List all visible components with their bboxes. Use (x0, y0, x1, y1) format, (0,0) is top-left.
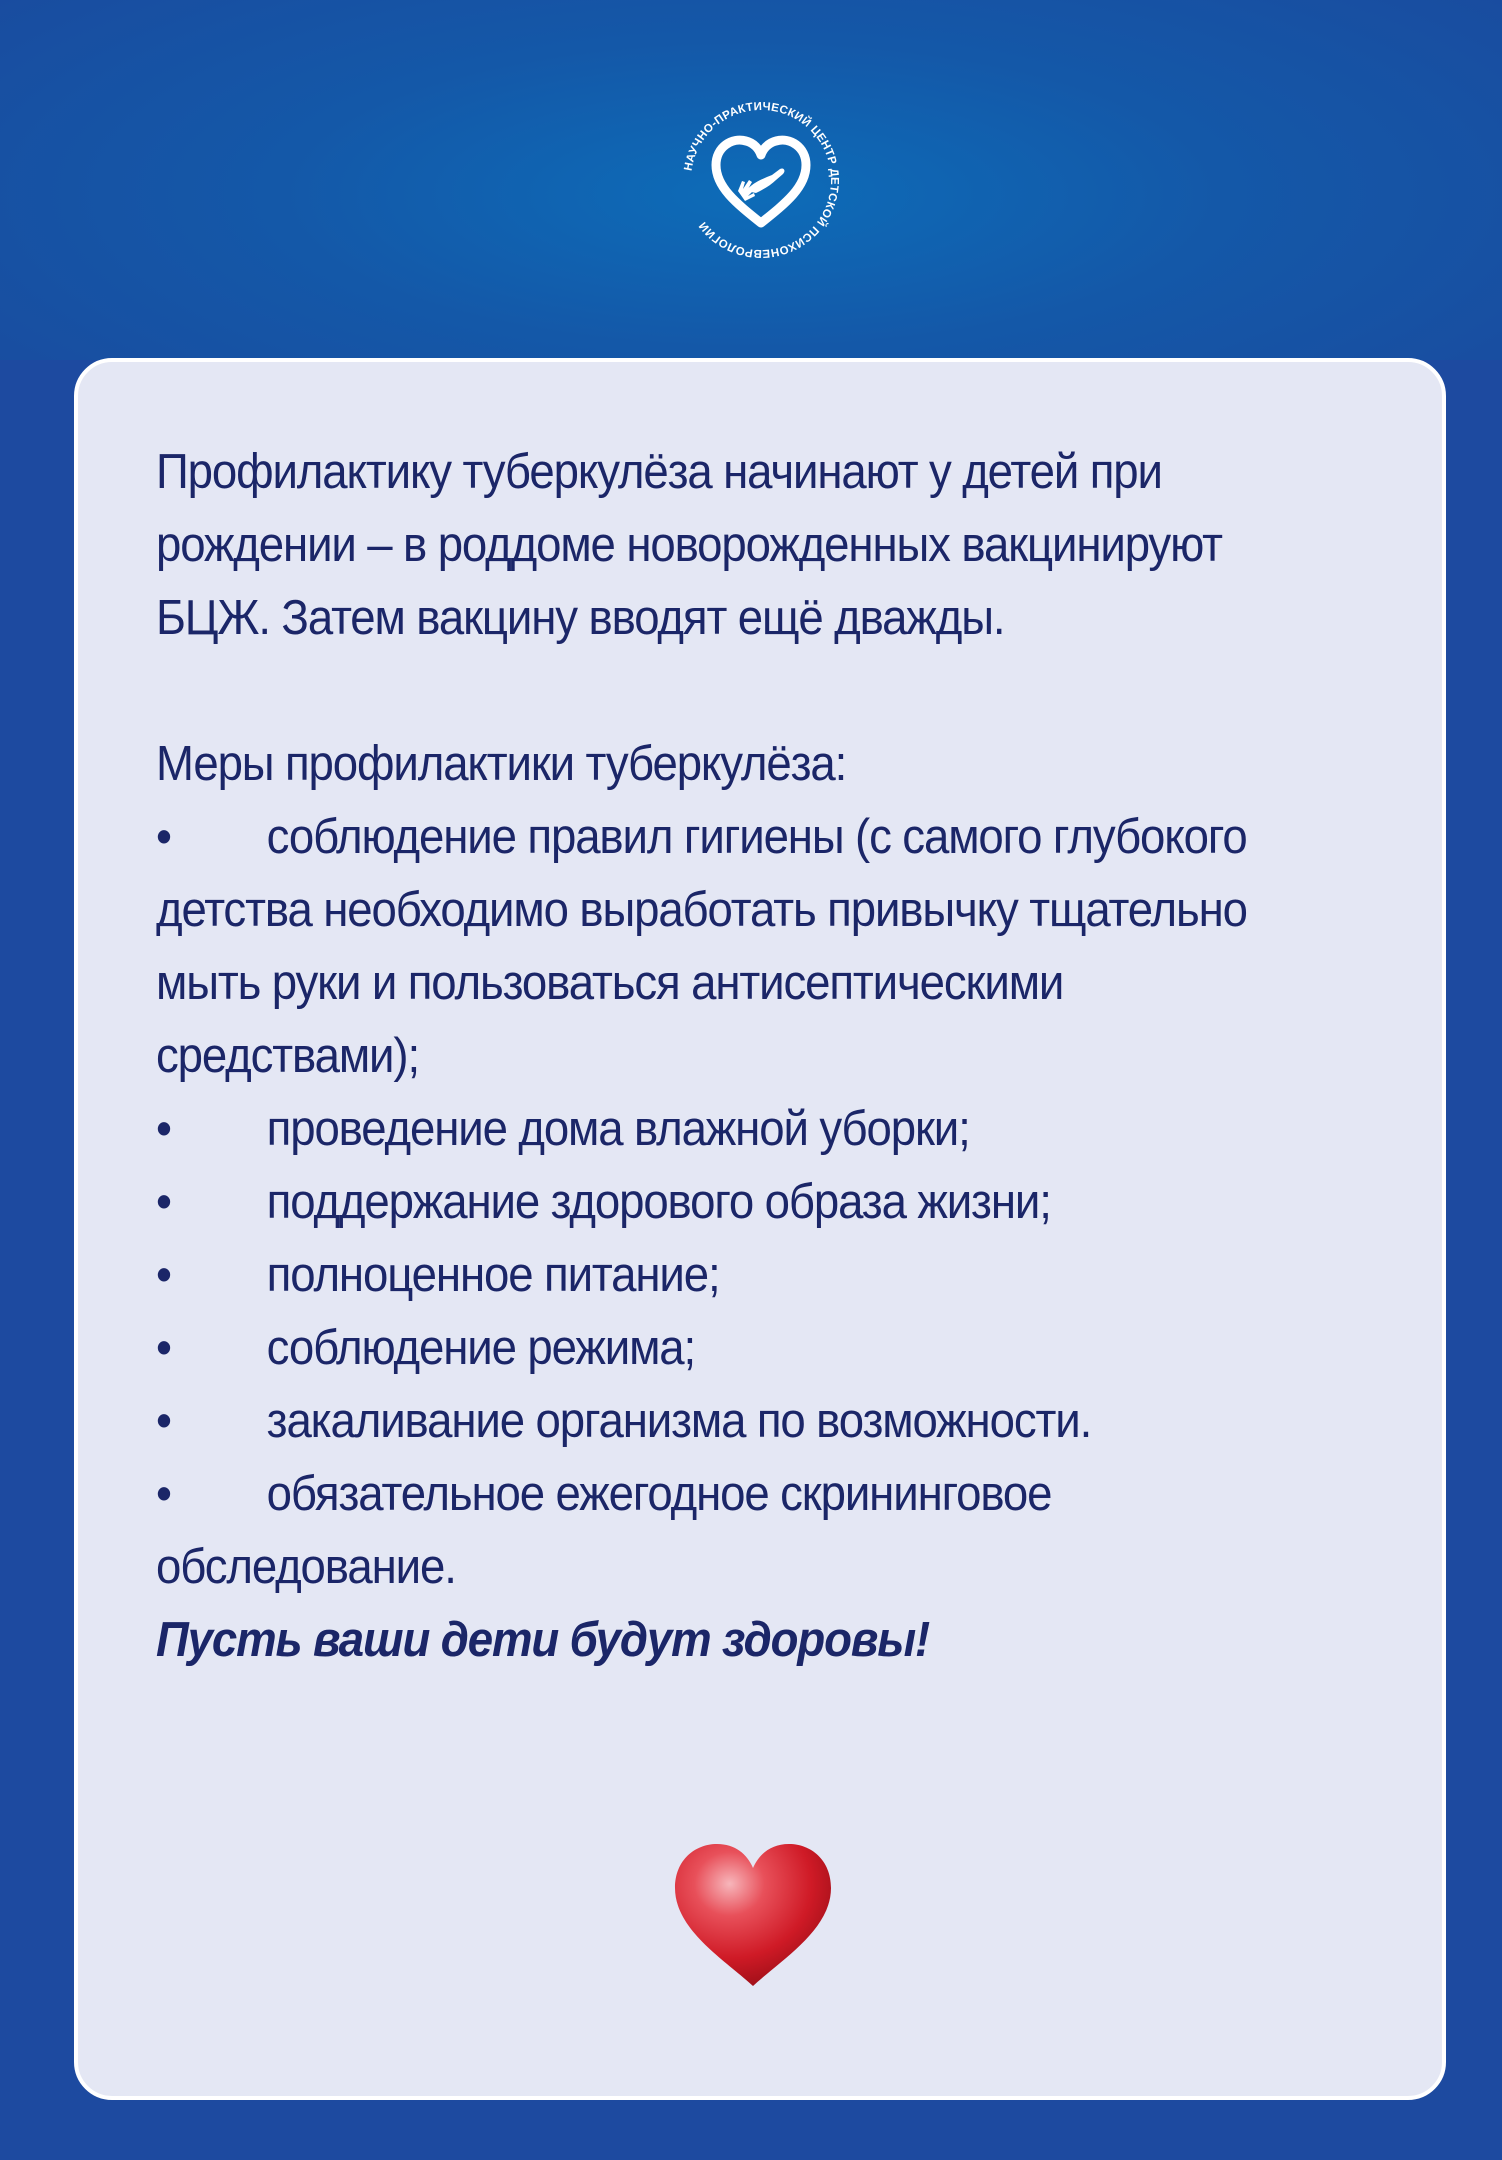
heart-hands-logo-icon (676, 95, 846, 265)
list-item: • соблюдение режима; (156, 1312, 1291, 1385)
card-content (156, 436, 1291, 1677)
list-item: • поддержание здорового образа жизни; (156, 1166, 1291, 1239)
bullet-icon: • (156, 1248, 171, 1302)
bullet-icon: • (156, 810, 171, 864)
list-item: • закаливание организма по возможности. (156, 1385, 1291, 1458)
bullet-icon: • (156, 1394, 171, 1448)
logo-ring-text: НАУЧНО-ПРАКТИЧЕСКИЙ ЦЕНТР ДЕТСКОЙ ПСИХОНЕВРОЛОГИИ (682, 100, 841, 260)
list-item: • соблюдение правил гигиены (с самого глубокого детства необходимо выработать привычку тщательно мыть руки и пользоваться антисептическими средствами); (156, 801, 1291, 1093)
bullet-icon: • (156, 1175, 171, 1229)
closing-slogan: Пусть ваши дети будут здоровы! (156, 1613, 930, 1667)
list-item: • проведение дома влажной уборки; (156, 1093, 1291, 1166)
list-item: • обязательное ежегодное скрининговое обследование. (156, 1458, 1291, 1604)
intro-paragraph: Профилактику туберкулёза начинают у детей при рождении – в роддоме новорожденных вакцинируют БЦЖ. Затем вакцину вводят ещё дважды. (156, 445, 1222, 645)
list-item: • полноценное питание; (156, 1239, 1291, 1312)
bullet-icon: • (156, 1467, 171, 1521)
red-heart-icon (667, 1840, 839, 1990)
bullet-icon: • (156, 1102, 171, 1156)
measures-title: Меры профилактики туберкулёза: (156, 737, 847, 791)
info-card (74, 358, 1446, 2100)
bullet-icon: • (156, 1321, 171, 1375)
